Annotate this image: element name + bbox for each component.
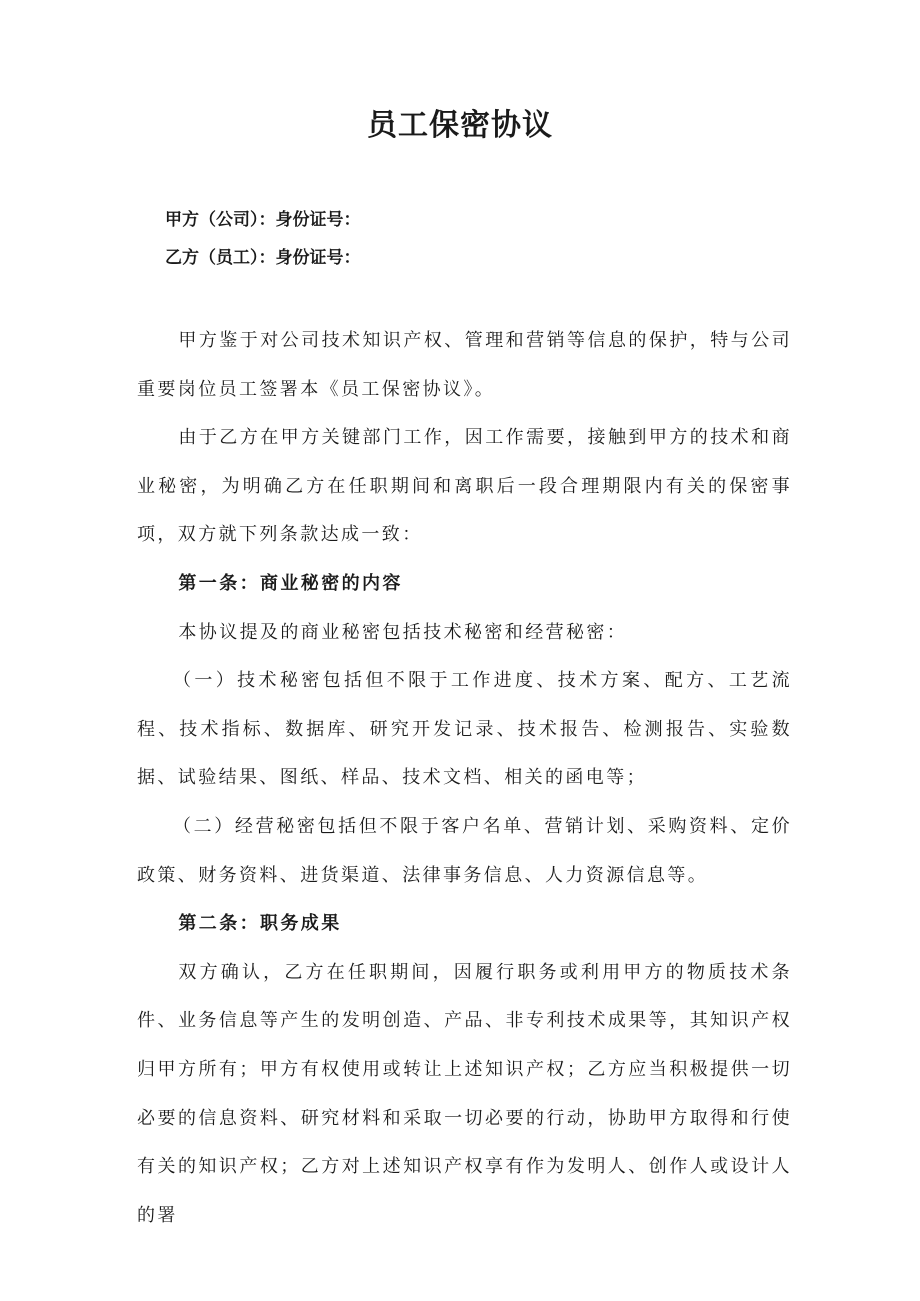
article-2-heading: 第二条：职务成果 xyxy=(178,913,342,935)
purpose-paragraph: 由于乙方在甲方关键部门工作，因工作需要，接触到甲方的技术和商业秘密，为明确乙方在任职期间和离职后一段合理期限内有关的保密事项，双方就下列条款达成一致： xyxy=(137,427,792,546)
agreement-body xyxy=(137,317,792,1240)
document-title: 员工保密协议 xyxy=(367,108,553,143)
article-1-item-2: （二）经营秘密包括但不限于客户名单、营销计划、采购资料、定价政策、财务资料、进货渠道、法律事务信息、人力资源信息等。 xyxy=(137,815,792,886)
article-1-intro: 本协议提及的商业秘密包括技术秘密和经营秘密： xyxy=(178,621,628,643)
party-b-line: 乙方（员工）：身份证号： xyxy=(165,248,361,268)
article-1-item-1: （一）技术秘密包括但不限于工作进度、技术方案、配方、工艺流程、技术指标、数据库、研究开发记录、技术报告、检测报告、实验数据、试验结果、图纸、样品、技术文档、相关的函电等； xyxy=(137,670,792,789)
article-1-heading: 第一条：商业秘密的内容 xyxy=(178,572,403,594)
article-2-paragraph: 双方确认，乙方在任职期间，因履行职务或利用甲方的物质技术条件、业务信息等产生的发明创造、产品、非专利技术成果等，其知识产权归甲方所有；甲方有权使用或转让上述知识产权；乙方应当积极提供一切必要的信息资料、研究材料和采取一切必要的行动，协助甲方取得和行使有关的知识产权；乙方对上述知识产权享有作为发明人、创作人或设计人的署 xyxy=(137,961,792,1226)
intro-paragraph: 甲方鉴于对公司技术知识产权、管理和营销等信息的保护，特与公司重要岗位员工签署本《员工保密协议》。 xyxy=(137,330,792,400)
party-a-line: 甲方（公司）：身份证号： xyxy=(165,210,361,230)
